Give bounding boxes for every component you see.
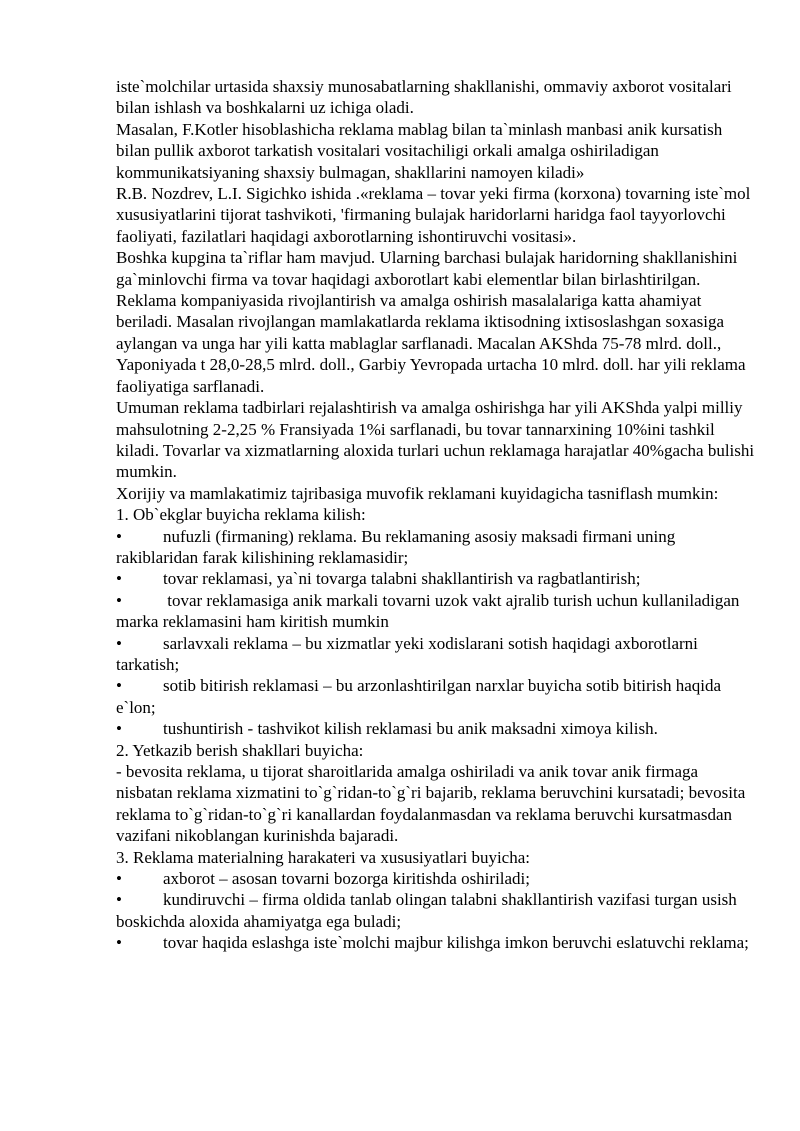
paragraph: Boshka kupgina ta`riflar ham mavjud. Ularning barchasi bulajak haridorning shakllanishini ga`minlovchi firma va tovar haqidagi axborotlart kabi elementlar bilan birlashtirilgan. [116, 248, 738, 289]
bullet-marker: • [116, 869, 122, 889]
paragraph: - bevosita reklama, u tijorat sharoitlarida amalga oshiriladi va anik tovar anik firmaga nisbatan reklama xizmatini to`g`ridan-to`g`ri bajarib, reklama beruvchini kursatadi; bevosita reklama to`g`ridan-to`g`ri kanallardan foydalanmasdan va reklama beruvchi kursatmasdan vazifani nikoblangan kurinishda bajaradi. [116, 762, 746, 846]
bullet-text: kundiruvchi – firma oldida tanlab olingan talabni shakllantirish vazifasi turgan usish boskichda aloxida ahamiyatga ega buladi; [116, 890, 737, 931]
bullet-item [116, 675, 756, 718]
bullet-text: nufuzli (firmaning) reklama. Bu reklamaning asosiy maksadi firmani uning rakiblaridan farak kilishining reklamasidir; [116, 526, 676, 567]
section-heading: 1. Ob`ekglar buyicha reklama kilish: [116, 505, 366, 525]
paragraph: Umuman reklama tadbirlari rejalashtirish va amalga oshirishga har yili AKShda yalpi milliy mahsulotning 2-2,25 % Fransiyada 1%i sarflanadi, bu tovar tannarxining 10%ini tashkil kiladi. Tovarlar va xizmatlarning aloxida turlari uchun reklamaga harajatlar 40%gacha bulishi mumkin. [116, 398, 755, 482]
bullet-text: tovar reklamasi, ya`ni tovarga talabni shakllantirish va ragbatlantirish; [163, 569, 641, 589]
paragraph: R.B. Nozdrev, L.I. Sigichko ishida .«reklama – tovar yeki firma (korxona) tovarning iste`mol xususiyatlarini tijorat tashvikoti, 'firmaning bulajak haridorlarni haridga faol tayyorlovchi faoliyati, fazilatlari haqidagi axborotlarning ishontiruvchi vositasi». [116, 184, 751, 246]
bullet-text: sotib bitirish reklamasi – bu arzonlashtirilgan narxlar buyicha sotib bitirish haqida e`lon; [116, 676, 722, 717]
section-heading: 2. Yetkazib berish shakllari buyicha: [116, 740, 364, 760]
bullet-marker: • [116, 590, 122, 610]
bullet-marker: • [116, 633, 122, 653]
paragraph: Masalan, F.Kotler hisoblashicha reklama mablag bilan ta`minlash manbasi anik kursatish bilan pullik axborot tarkatish vositalari vositachiligi orkali amalga oshiriladigan kommunikatsiyaning shaxsiy bulmagan, shakllarini namoyen kiladi» [116, 119, 723, 182]
bullet-text: tovar reklamasiga anik markali tovarni uzok vakt ajralib turish uchun kullaniladigan marka reklamasini ham kiritish mumkin [116, 590, 740, 632]
bullet-text: tovar haqida eslashga iste`molchi majbur kilishga imkon beruvchi eslatuvchi reklama; [163, 933, 749, 953]
bullet-item [116, 590, 756, 633]
bullet-item [116, 868, 756, 889]
paragraph: iste`molchilar urtasida shaxsiy munosabatlarning shakllanishi, ommaviy axborot vositalari bilan ishlash va boshkalarni uz ichiga oladi. [116, 77, 732, 118]
bullet-marker: • [116, 569, 122, 589]
bullet-item [116, 568, 756, 589]
bullet-marker: • [116, 526, 122, 546]
bullet-marker: • [116, 933, 122, 953]
bullet-marker: • [116, 719, 122, 739]
bullet-item [116, 526, 756, 569]
bullet-text: tushuntirish - tashvikot kilish reklamasi bu anik maksadni ximoya kilish. [163, 719, 658, 739]
paragraph: Xorijiy va mamlakatimiz tajribasiga muvofik reklamani kuyidagicha tasniflash mumkin: [116, 483, 719, 503]
bullet-item [116, 932, 756, 953]
bullet-item [116, 718, 756, 739]
document-body [116, 76, 756, 954]
bullet-marker: • [116, 676, 122, 696]
paragraph: Reklama kompaniyasida rivojlantirish va amalga oshirish masalalariga katta ahamiyat beriladi. Masalan rivojlangan mamlakatlarda reklama iktisodning ixtisoslashgan soxasiga aylangan va unga har yili katta mablaglar sarflanadi. Macalan AKShda 75-78 mlrd. doll., Yaponiyada t 28,0-28,5 mlrd. doll., Garbiy Yevropada urtacha 10 mlrd. doll. har yili reklama faoliyatiga sarflanadi. [116, 291, 746, 396]
section-heading: 3. Reklama materialning harakateri va xususiyatlari buyicha: [116, 847, 530, 867]
bullet-text: axborot – asosan tovarni bozorga kiritishda oshiriladi; [163, 869, 531, 889]
bullet-marker: • [116, 890, 122, 910]
bullet-item [116, 633, 756, 676]
bullet-item [116, 889, 756, 932]
bullet-text: sarlavxali reklama – bu xizmatlar yeki xodislarani sotish haqidagi axborotlarni tarkatish; [116, 633, 698, 674]
